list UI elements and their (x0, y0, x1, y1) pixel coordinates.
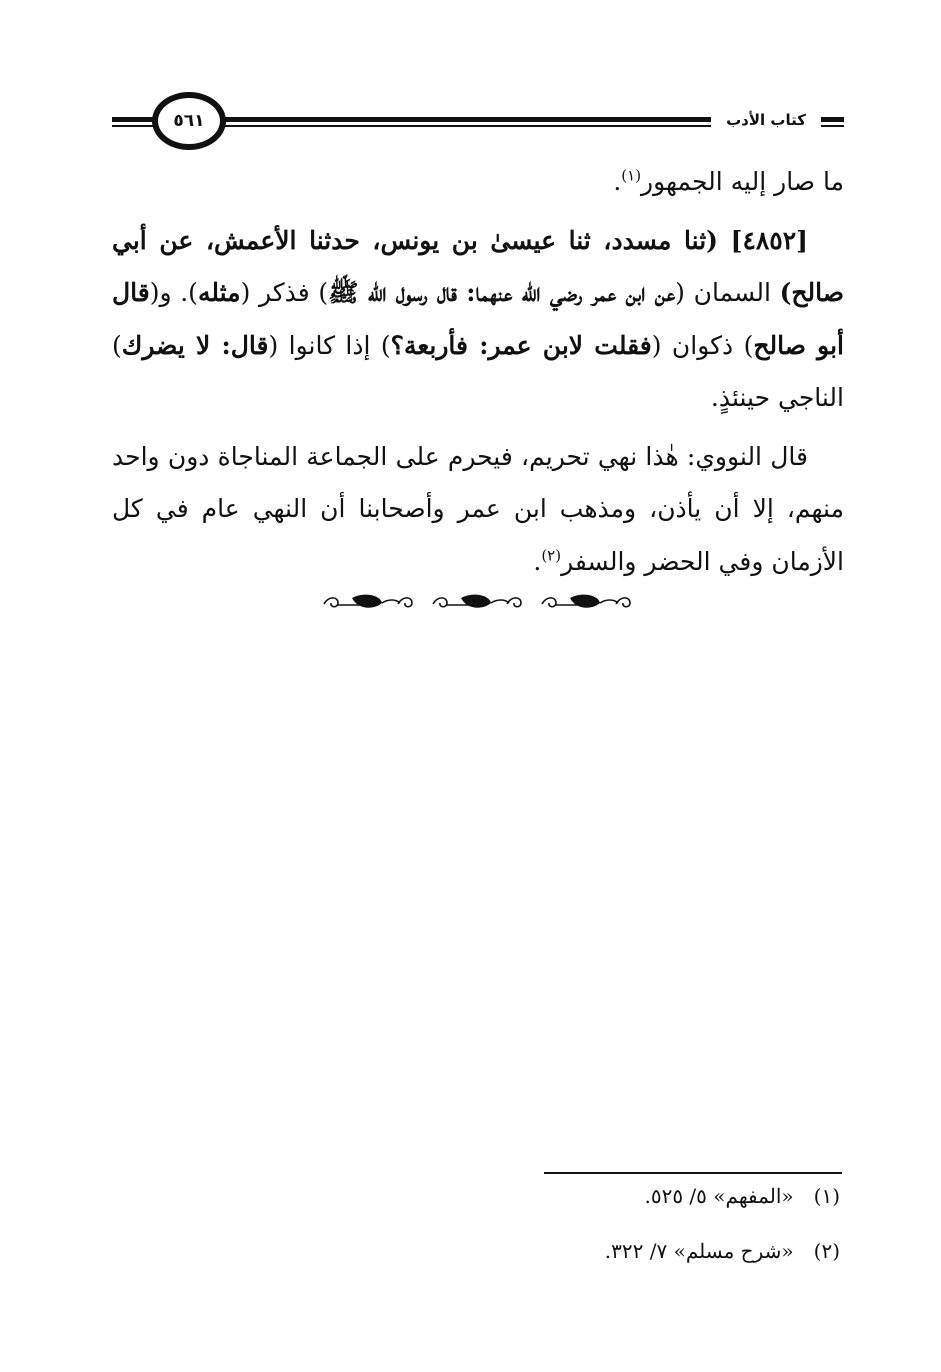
running-header (112, 86, 844, 156)
page-number: ٥٦١ (173, 111, 205, 131)
paragraph-text: قال النووي: هٰذا نهي تحريم، فيحرم على الجماعة المناجاة دون واحد منهم، إلا أن يأذن، ومذهب ابن عمر وأصحابنا أن النهي عام في كل الأزمان وفي الحضر والسفر (112, 441, 844, 576)
page-number-oval (152, 92, 226, 150)
footnote-number: (١) (813, 1184, 840, 1208)
hadith-text: عن ابن عمر رضي الله عنهما: قال رسول الله ﷺ (328, 278, 676, 307)
footnote-number: (٢) (813, 1239, 840, 1263)
footnote-item (112, 1237, 840, 1266)
hadith-paragraph (112, 215, 844, 425)
period: . (533, 546, 542, 576)
footnote-separator (544, 1172, 842, 1174)
section-end-ornament (318, 590, 636, 616)
commentary-text: ) ذكوان ( (651, 330, 754, 360)
footnote-text: «المفهم» ٥/ ٥٢٥. (644, 1184, 794, 1208)
paragraph (112, 431, 844, 589)
ornament-icon (536, 590, 636, 616)
hadith-text: مثله (197, 278, 241, 307)
footnote-text: «شرح مسلم» ٧/ ٣٢٢. (604, 1239, 794, 1263)
footnote-marker: (٢) (541, 546, 562, 565)
main-text (112, 156, 844, 594)
hadith-text: قال: لا يضرك (121, 330, 269, 360)
isnad-text: [٤٨٥٢] (ثنا مسدد، ثنا عيسىٰ بن يونس، حدثنا الأعمش، عن أبي صالح) (112, 225, 844, 307)
commentary-text: ) فذكر ( (240, 278, 329, 307)
commentary-text: ) إذا كانوا ( (268, 330, 391, 360)
hadith-text: قال أبو صالح (112, 278, 845, 360)
commentary-text: ) الناجي حينئذٍ. (112, 330, 844, 412)
footnote-marker: (١) (621, 166, 642, 185)
ornament-icon (318, 590, 418, 616)
commentary-text: ). و( (149, 278, 198, 307)
commentary-text: السمان ( (675, 278, 780, 307)
hadith-text: فقلت لابن عمر: فأربعة؟ (390, 330, 652, 360)
paragraph-text: ما صار إليه الجمهور (641, 167, 844, 196)
ornament-icon (427, 590, 527, 616)
footnotes (112, 1182, 840, 1292)
header-rule (216, 125, 771, 127)
running-title: كتاب الأدب (711, 106, 821, 134)
period: . (613, 167, 622, 196)
footnote-item (112, 1182, 840, 1211)
header-rule (216, 117, 771, 122)
paragraph (112, 156, 844, 209)
